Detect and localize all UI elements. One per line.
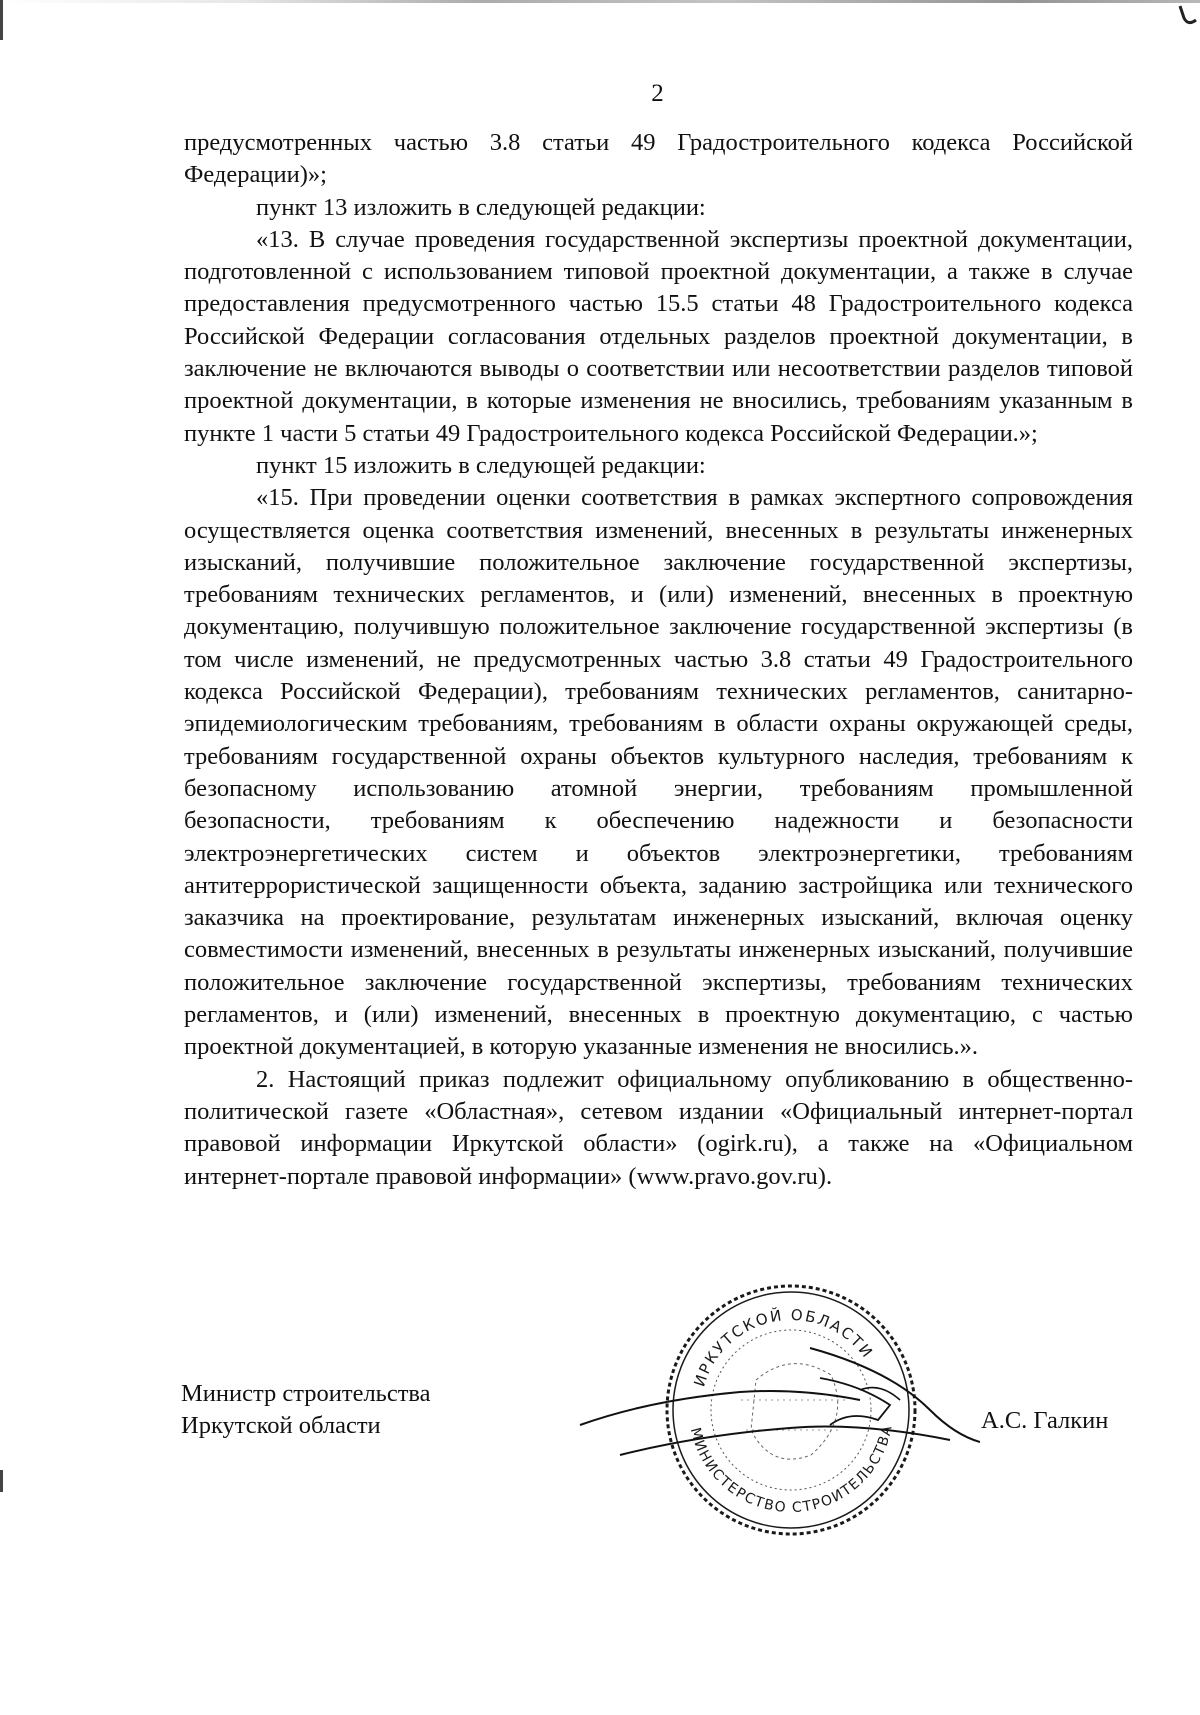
scan-edge-left: [0, 0, 3, 40]
paragraph: пункт 15 изложить в следующей редакции:: [256, 451, 706, 479]
seal-text-bottom: МИНИСТЕРСТВО СТРОИТЕЛЬСТВА: [686, 1423, 896, 1517]
signatory-position-line: Министр строительства: [181, 1380, 431, 1407]
page-number: 2: [651, 80, 664, 107]
scan-edge-top: [0, 0, 1200, 3]
signatory-position: [181, 1378, 501, 1442]
paragraph: предусмотренных частью 3.8 статьи 49 Градостроительного кодекса Российской Федерации)»;: [184, 129, 1133, 189]
paragraph: «13. В случае проведения государственной экспертизы проектной документации, подготовленной с использованием типовой проектной документации, а также в случае предоставления предусмотренного частью 15.5 статьи 48 Градостроительного кодекса Российской Федерации согласования отдельных разделов проектной документации, в заключение не включаются выводы о соответствии или несоответствии разделов типовой проектной документации, в которые изменения не вносились, требованиям указанным в пункте 1 части 5 статьи 49 Градостроительного кодекса Российской Федерации.»;: [184, 225, 1133, 447]
paragraph: «15. При проведении оценки соответствия в рамках экспертного сопровождения осуществляется оценка соответствия изменений, внесенных в результаты инженерных изысканий, получившие положительное заключение государственной экспертизы, требованиям технических регламентов, и (или) изменений, внесенных в проектную документацию, получившую положительное заключение государственной экспертизы (в том числе изменений, не предусмотренных частью 3.8 статьи 49 Градостроительного кодекса Российской Федерации), требованиям технических регламентов, санитарно-эпидемиологическим требованиям, требованиям в области охраны окружающей среды, требованиям государственной охраны объектов культурного наследия, требованиям к безопасному использованию атомной энергии, требованиям промышленной безопасности, требованиям к обеспечению надежности и безопасности электроэнергетических систем и объектов электроэнергетики, требованиям антитеррористической защищенности объекта, заданию застройщика или технического заказчика на проектирование, результатам инженерных изысканий, включая оценку совместимости изменений, внесенных в результаты инженерных изысканий, получившие положительное заключение государственной экспертизы, требованиям технических регламентов, и (или) изменений, внесенных в проектную документацию, с частью проектной документацией, в которую указанные изменения не вносились.».: [184, 484, 1133, 1061]
signatory-name: А.С. Галкин: [981, 1407, 1109, 1434]
signature-block: [0, 1280, 1200, 1580]
handwritten-signature: [560, 1330, 980, 1470]
document-body: [184, 127, 1133, 1193]
paragraph: 2. Настоящий приказ подлежит официальному опубликованию в общественно-политической газете «Областная», сетевом издании «Официальный интернет-портал правовой информации Иркутской области» (ogirk.ru), а также на «Официальном интернет-портале правовой информации» (www.pravo.gov.ru).: [184, 1065, 1133, 1190]
signatory-position-line: Иркутской области: [181, 1412, 381, 1439]
scan-corner-mark: [1178, 4, 1198, 26]
paragraph: пункт 13 изложить в следующей редакции:: [256, 193, 706, 221]
seal-text-top: ИРКУТСКОЙ ОБЛАСТИ: [690, 1305, 878, 1389]
